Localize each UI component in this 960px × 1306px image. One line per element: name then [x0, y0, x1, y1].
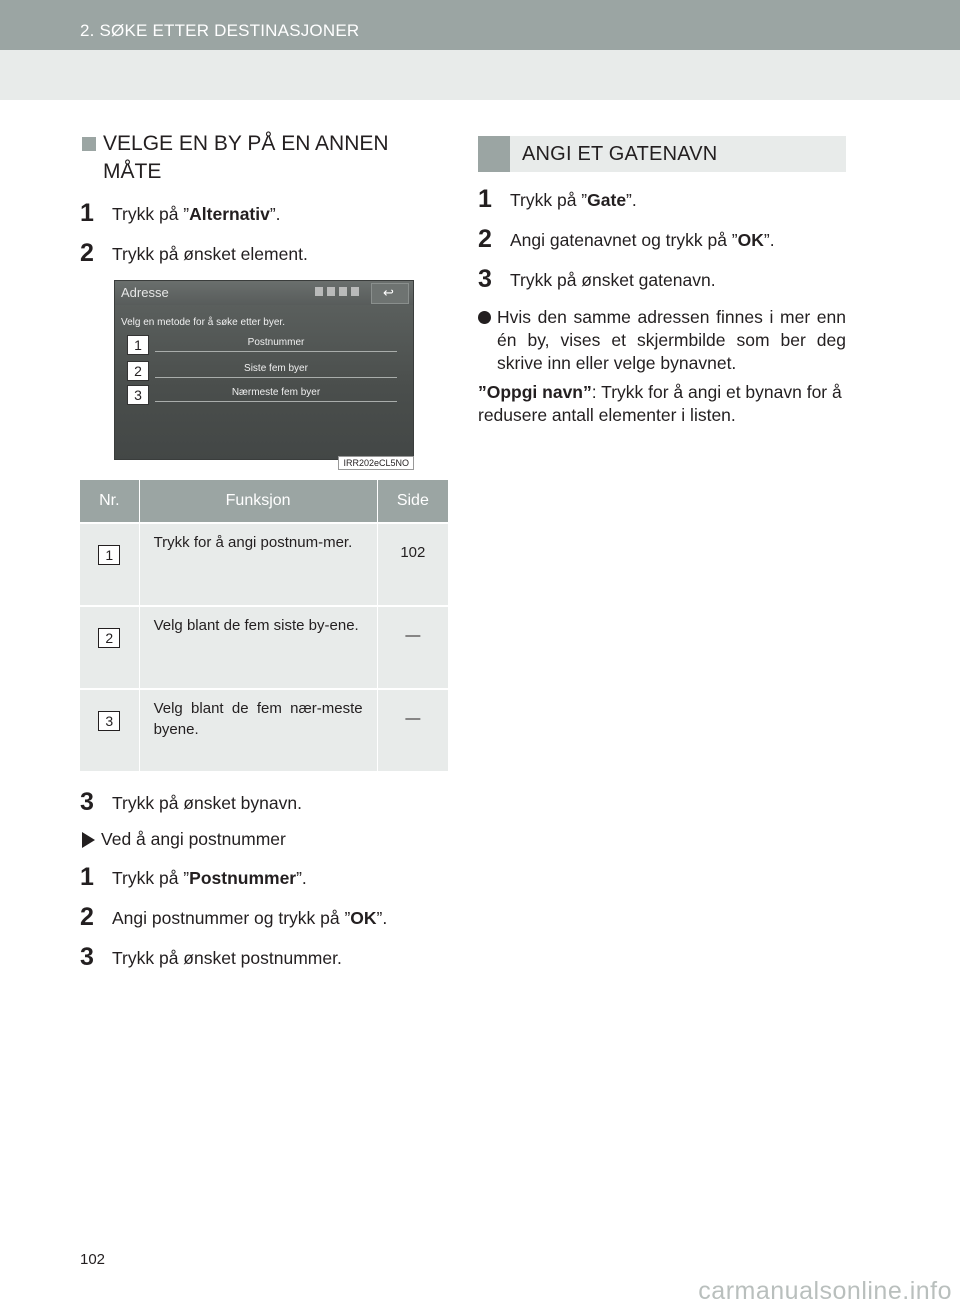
- step-number: 3: [478, 265, 492, 293]
- header-nr: Nr.: [80, 480, 139, 523]
- chapter-title: 2. SØKE ETTER DESTINASJONER: [80, 21, 360, 40]
- subsection-heading: [80, 829, 448, 850]
- cell-funksjon: Velg blant de fem nær-meste byene.: [139, 689, 377, 771]
- step: [80, 864, 448, 890]
- back-arrow-icon: ↩: [383, 285, 394, 300]
- cell-nr: [80, 523, 139, 606]
- header-funksjon: Funksjon: [139, 480, 377, 523]
- bullet-dot-icon: [478, 311, 491, 324]
- step-text: Angi gatenavnet og trykk på ”OK”.: [510, 230, 775, 250]
- step: [80, 944, 448, 970]
- step-text: Trykk på ønsket postnummer.: [112, 948, 342, 968]
- step-text: Trykk på ”Alternativ”.: [112, 204, 281, 224]
- step-number: 2: [80, 239, 94, 267]
- menu-item-naermeste-fem-byer[interactable]: [127, 385, 385, 405]
- status-icons: [315, 287, 359, 296]
- cell-nr: [80, 689, 139, 771]
- cell-funksjon: Velg blant de fem siste by-ene.: [139, 606, 377, 689]
- section-heading-text: VELGE EN BY PÅ EN ANNEN MÅTE: [103, 132, 389, 183]
- watermark: carmanualsonline.info: [698, 1277, 952, 1305]
- screenshot-figure: [114, 280, 414, 470]
- step-number: 3: [80, 943, 94, 971]
- square-marker-icon: [82, 137, 96, 151]
- cell-side: 102: [377, 523, 448, 606]
- subsection-text: Ved å angi postnummer: [101, 829, 286, 849]
- step-number: 1: [478, 185, 492, 213]
- left-column: [80, 130, 448, 984]
- step: [478, 266, 846, 292]
- step-text: Trykk på ønsket element.: [112, 244, 308, 264]
- cell-side: —: [377, 606, 448, 689]
- section-banner: [478, 136, 846, 172]
- step-number: 1: [80, 199, 94, 227]
- item-label: Nærmeste fem byer: [155, 387, 397, 402]
- step: [80, 904, 448, 930]
- item-number: 2: [127, 361, 149, 381]
- step-text: Trykk på ønsket gatenavn.: [510, 270, 716, 290]
- note-term: ”Oppgi navn”: [478, 382, 592, 402]
- header-bar: [0, 0, 960, 50]
- step-text: Trykk på ønsket bynavn.: [112, 793, 302, 813]
- bullet-item: [478, 306, 846, 375]
- banner-title: ANGI ET GATENAVN: [522, 143, 718, 165]
- step: [80, 789, 448, 815]
- cell-funksjon: Trykk for å angi postnum-mer.: [139, 523, 377, 606]
- wifi-icon: [315, 287, 323, 296]
- step: [80, 200, 448, 226]
- menu-item-postnummer[interactable]: [127, 335, 385, 355]
- step-number: 3: [80, 788, 94, 816]
- signal-icon: [339, 287, 347, 296]
- cell-side: —: [377, 689, 448, 771]
- note: [478, 381, 846, 427]
- step-text: Trykk på ”Gate”.: [510, 190, 637, 210]
- number-box: 3: [98, 711, 120, 731]
- step-number: 2: [478, 225, 492, 253]
- step-text: Angi postnummer og trykk på ”OK”.: [112, 908, 388, 928]
- function-table: [80, 480, 448, 771]
- step-number: 1: [80, 863, 94, 891]
- item-number: 3: [127, 385, 149, 405]
- table-header-row: [80, 480, 448, 523]
- step: [80, 240, 448, 266]
- table-row: [80, 689, 448, 771]
- step: [478, 186, 846, 212]
- battery-icon: [351, 287, 359, 296]
- address-screen: [114, 280, 414, 460]
- screen-title-bar: [115, 281, 413, 305]
- section-heading: [80, 130, 448, 186]
- back-button[interactable]: [371, 283, 409, 304]
- banner-block: [478, 136, 510, 172]
- table-row: [80, 523, 448, 606]
- item-label: Siste fem byer: [155, 363, 397, 378]
- triangle-right-icon: [82, 832, 95, 848]
- menu-item-siste-fem-byer[interactable]: [127, 361, 385, 381]
- screen-title: Adresse: [121, 285, 169, 300]
- table-row: [80, 606, 448, 689]
- number-box: 2: [98, 628, 120, 648]
- item-number: 1: [127, 335, 149, 355]
- step-number: 2: [80, 903, 94, 931]
- step-text: Trykk på ”Postnummer”.: [112, 868, 307, 888]
- note-text: : Trykk for å angi et bynavn for å redusere antall elementer i listen.: [478, 382, 842, 425]
- cell-nr: [80, 606, 139, 689]
- image-code: IRR202eCL5NO: [338, 456, 414, 470]
- item-label: Postnummer: [155, 337, 397, 352]
- page-number: 102: [80, 1251, 106, 1268]
- bullet-text: Hvis den samme adressen finnes i mer enn én by, vises et skjermbilde som ber deg skrive inn eller velge bynavnet.: [497, 307, 846, 373]
- bluetooth-icon: [327, 287, 335, 296]
- header-band: [0, 50, 960, 100]
- right-column: [478, 136, 846, 427]
- header-side: Side: [377, 480, 448, 523]
- number-box: 1: [98, 545, 120, 565]
- step: [478, 226, 846, 252]
- screen-prompt: Velg en metode for å søke etter byer.: [121, 317, 285, 328]
